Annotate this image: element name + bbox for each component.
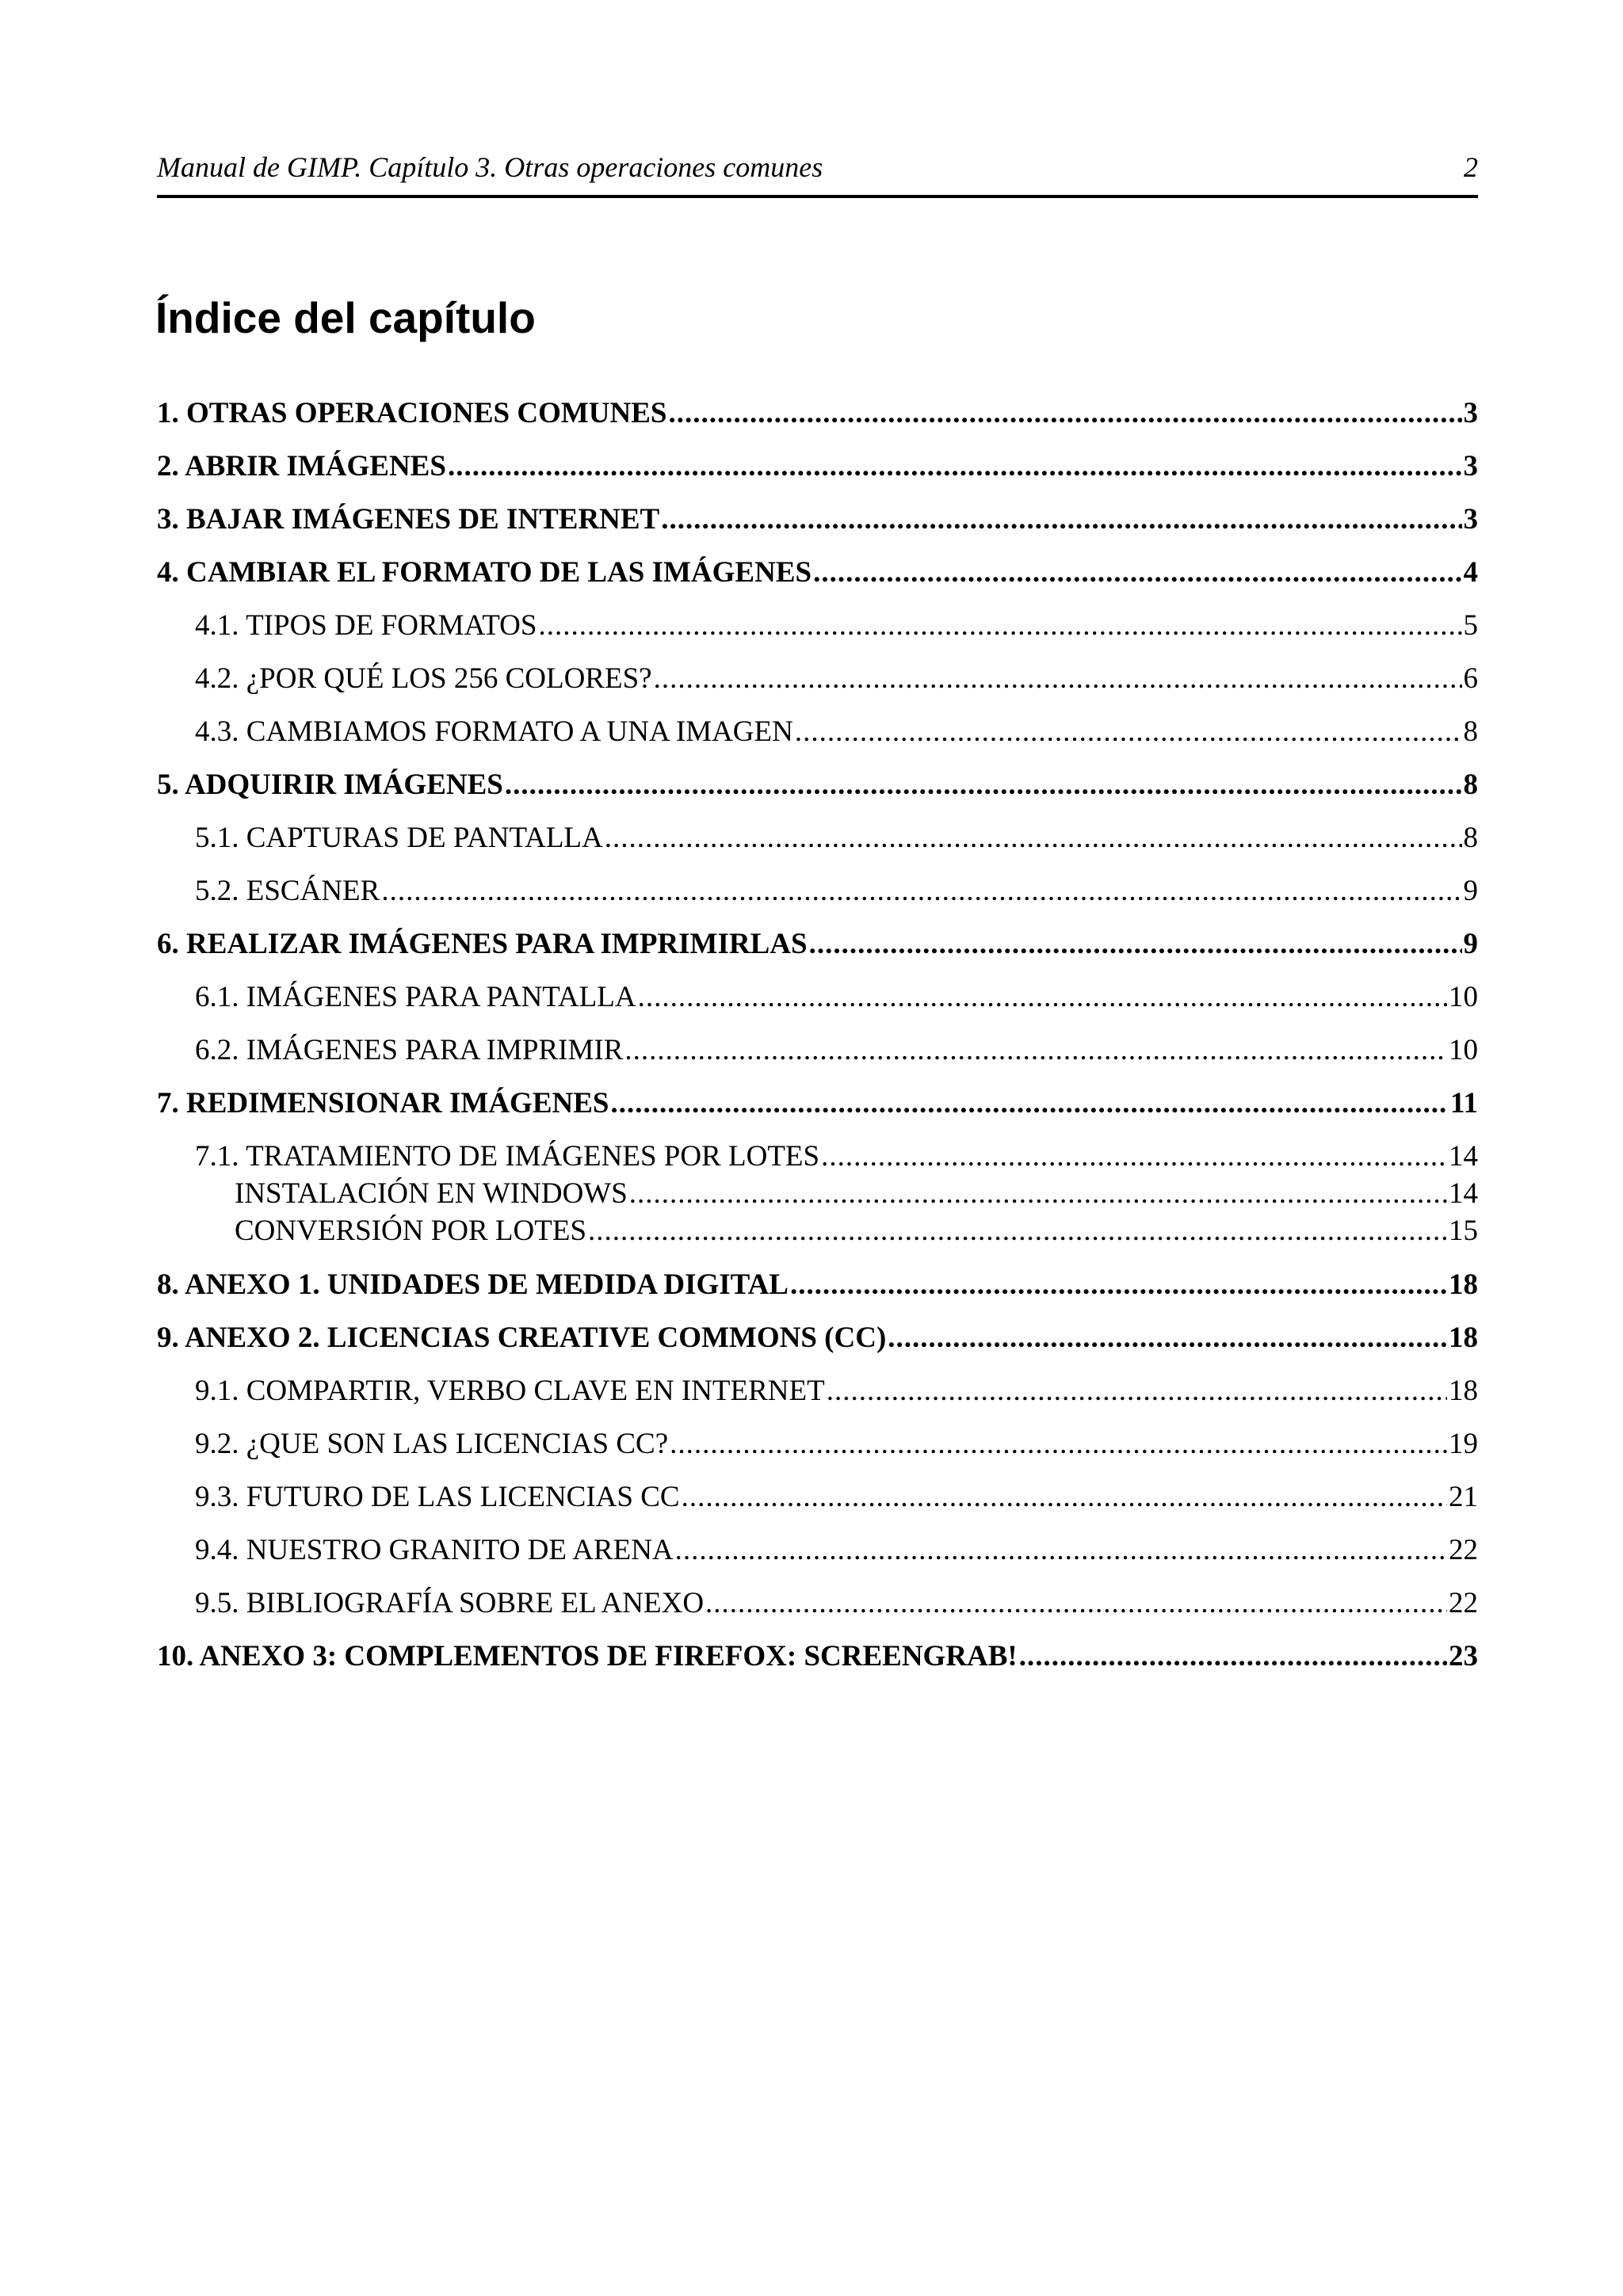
toc-dot-leader bbox=[381, 874, 1461, 909]
toc-entry-title: 6.1. IMÁGENES PARA PANTALLA bbox=[195, 981, 636, 1013]
page-number: 2 bbox=[1464, 151, 1478, 183]
toc-entry-page: 14 bbox=[1449, 1140, 1478, 1173]
toc-entry-page: 22 bbox=[1449, 1587, 1478, 1619]
toc-entry-page: 15 bbox=[1449, 1215, 1478, 1247]
toc-dot-leader bbox=[624, 1033, 1447, 1068]
toc-entry[interactable] bbox=[157, 502, 1478, 537]
toc-dot-leader bbox=[821, 1139, 1447, 1174]
toc-entry-page: 3 bbox=[1463, 503, 1478, 536]
toc-entry-page: 22 bbox=[1449, 1534, 1478, 1566]
toc-dot-leader bbox=[448, 449, 1462, 484]
toc-dot-leader bbox=[538, 608, 1461, 643]
toc-entry-title: 9.2. ¿QUE SON LAS LICENCIAS CC? bbox=[195, 1428, 669, 1460]
toc-entry-title: 9. ANEXO 2. LICENCIAS CREATIVE COMMONS (CC) bbox=[157, 1322, 887, 1354]
toc-entry-page: 8 bbox=[1463, 715, 1478, 748]
toc-entry[interactable] bbox=[195, 608, 1478, 643]
toc-entry-page: 5 bbox=[1463, 609, 1478, 642]
toc-entry-page: 9 bbox=[1463, 928, 1478, 960]
toc-entry-title: 4. CAMBIAR EL FORMATO DE LAS IMÁGENES bbox=[157, 556, 812, 589]
toc-dot-leader bbox=[809, 927, 1462, 962]
toc-entry-title: 6. REALIZAR IMÁGENES PARA IMPRIMIRLAS bbox=[157, 928, 808, 960]
toc-entry-page: 18 bbox=[1449, 1375, 1478, 1407]
running-header bbox=[157, 151, 1478, 198]
toc-entry[interactable] bbox=[195, 715, 1478, 749]
toc-entry[interactable] bbox=[195, 1533, 1478, 1568]
toc-dot-leader bbox=[790, 1268, 1447, 1302]
toc-entry-title: 4.3. CAMBIAMOS FORMATO A UNA IMAGEN bbox=[195, 715, 793, 748]
toc-entry[interactable] bbox=[157, 1321, 1478, 1356]
toc-entry-title: 5. ADQUIRIR IMÁGENES bbox=[157, 769, 503, 801]
toc-entry-page: 3 bbox=[1463, 397, 1478, 429]
toc-entry[interactable] bbox=[195, 980, 1478, 1015]
toc-entry-title: 9.5. BIBLIOGRAFÍA SOBRE EL ANEXO bbox=[195, 1587, 705, 1619]
toc-entry[interactable] bbox=[195, 821, 1478, 856]
toc-heading: Índice del capítulo bbox=[155, 293, 536, 342]
toc-dot-leader bbox=[827, 1374, 1447, 1409]
toc-entry-title: 9.4. NUESTRO GRANITO DE ARENA bbox=[195, 1534, 674, 1566]
toc-dot-leader bbox=[675, 1533, 1447, 1568]
toc-entry-page: 3 bbox=[1463, 450, 1478, 482]
toc-entry[interactable] bbox=[157, 1086, 1478, 1121]
toc-entry[interactable] bbox=[195, 1139, 1478, 1174]
toc-entry-title: 8. ANEXO 1. UNIDADES DE MEDIDA DIGITAL bbox=[157, 1268, 789, 1301]
toc-entry-page: 10 bbox=[1449, 981, 1478, 1013]
toc-dot-leader bbox=[795, 715, 1462, 749]
toc-dot-leader bbox=[813, 555, 1461, 590]
toc-entry-page: 18 bbox=[1449, 1268, 1478, 1301]
toc-dot-leader bbox=[505, 768, 1462, 803]
toc-entry-title: 7.1. TRATAMIENTO DE IMÁGENES POR LOTES bbox=[195, 1140, 820, 1173]
toc-entry[interactable] bbox=[157, 396, 1478, 431]
toc-entry[interactable] bbox=[157, 768, 1478, 803]
toc-entry-title: 3. BAJAR IMÁGENES DE INTERNET bbox=[157, 503, 660, 536]
toc-entry[interactable] bbox=[157, 449, 1478, 484]
toc-entry-page: 23 bbox=[1449, 1640, 1478, 1672]
toc-dot-leader bbox=[638, 980, 1447, 1015]
toc-entry[interactable] bbox=[195, 874, 1478, 909]
toc-entry[interactable] bbox=[235, 1214, 1478, 1249]
toc-entry-title: CONVERSIÓN POR LOTES bbox=[235, 1215, 587, 1247]
toc-entry[interactable] bbox=[195, 1033, 1478, 1068]
toc-entry-title: 7. REDIMENSIONAR IMÁGENES bbox=[157, 1087, 609, 1119]
toc-dot-leader bbox=[661, 502, 1461, 537]
toc-dot-leader bbox=[670, 1427, 1447, 1462]
toc-entry-title: 6.2. IMÁGENES PARA IMPRIMIR bbox=[195, 1034, 624, 1066]
toc-dot-leader bbox=[610, 1086, 1449, 1121]
toc-entry-page: 8 bbox=[1463, 822, 1478, 854]
toc-entry-title: 9.3. FUTURO DE LAS LICENCIAS CC bbox=[195, 1481, 680, 1513]
toc-entry-title: 1. OTRAS OPERACIONES COMUNES bbox=[157, 397, 667, 429]
toc-entry-title: 4.2. ¿POR QUÉ LOS 256 COLORES? bbox=[195, 662, 652, 695]
toc-dot-leader bbox=[588, 1214, 1447, 1249]
toc-entry-page: 6 bbox=[1463, 662, 1478, 695]
toc-entry[interactable] bbox=[157, 1268, 1478, 1302]
toc-entry-page: 19 bbox=[1449, 1428, 1478, 1460]
toc-entry-title: INSTALACIÓN EN WINDOWS bbox=[235, 1177, 628, 1210]
toc-entry-page: 4 bbox=[1463, 556, 1478, 589]
toc-entry-page: 14 bbox=[1449, 1177, 1478, 1210]
toc-entry[interactable] bbox=[195, 662, 1478, 696]
toc-entry-page: 9 bbox=[1463, 875, 1478, 907]
toc-entry[interactable] bbox=[195, 1480, 1478, 1515]
toc-entry-title: 9.1. COMPARTIR, VERBO CLAVE EN INTERNET bbox=[195, 1375, 825, 1407]
toc-entry-page: 11 bbox=[1450, 1087, 1478, 1119]
toc-entry[interactable] bbox=[195, 1427, 1478, 1462]
toc-entry[interactable] bbox=[235, 1177, 1478, 1211]
running-title: Manual de GIMP. Capítulo 3. Otras operaciones comunes bbox=[157, 151, 823, 183]
toc-entry-page: 10 bbox=[1449, 1034, 1478, 1066]
toc-dot-leader bbox=[654, 662, 1462, 696]
toc-entry-page: 21 bbox=[1449, 1481, 1478, 1513]
toc-entry[interactable] bbox=[157, 555, 1478, 590]
toc-dot-leader bbox=[682, 1480, 1447, 1515]
toc-dot-leader bbox=[629, 1177, 1447, 1211]
toc-dot-leader bbox=[705, 1586, 1447, 1621]
toc-entry[interactable] bbox=[157, 1639, 1478, 1674]
toc-dot-leader bbox=[1019, 1639, 1447, 1674]
toc-entry-title: 2. ABRIR IMÁGENES bbox=[157, 450, 446, 482]
toc-entry-title: 5.1. CAPTURAS DE PANTALLA bbox=[195, 822, 603, 854]
toc-entry[interactable] bbox=[195, 1374, 1478, 1409]
toc-dot-leader bbox=[605, 821, 1462, 856]
toc-entry-page: 18 bbox=[1449, 1322, 1478, 1354]
toc-entry-title: 10. ANEXO 3: COMPLEMENTOS DE FIREFOX: SCREENGRAB! bbox=[157, 1640, 1018, 1672]
toc-entry-title: 4.1. TIPOS DE FORMATOS bbox=[195, 609, 537, 642]
toc-entry[interactable] bbox=[157, 927, 1478, 962]
toc-entry-page: 8 bbox=[1463, 769, 1478, 801]
toc-dot-leader bbox=[888, 1321, 1447, 1356]
toc-entry[interactable] bbox=[195, 1586, 1478, 1621]
toc-dot-leader bbox=[668, 396, 1461, 431]
toc-entry-title: 5.2. ESCÁNER bbox=[195, 875, 380, 907]
